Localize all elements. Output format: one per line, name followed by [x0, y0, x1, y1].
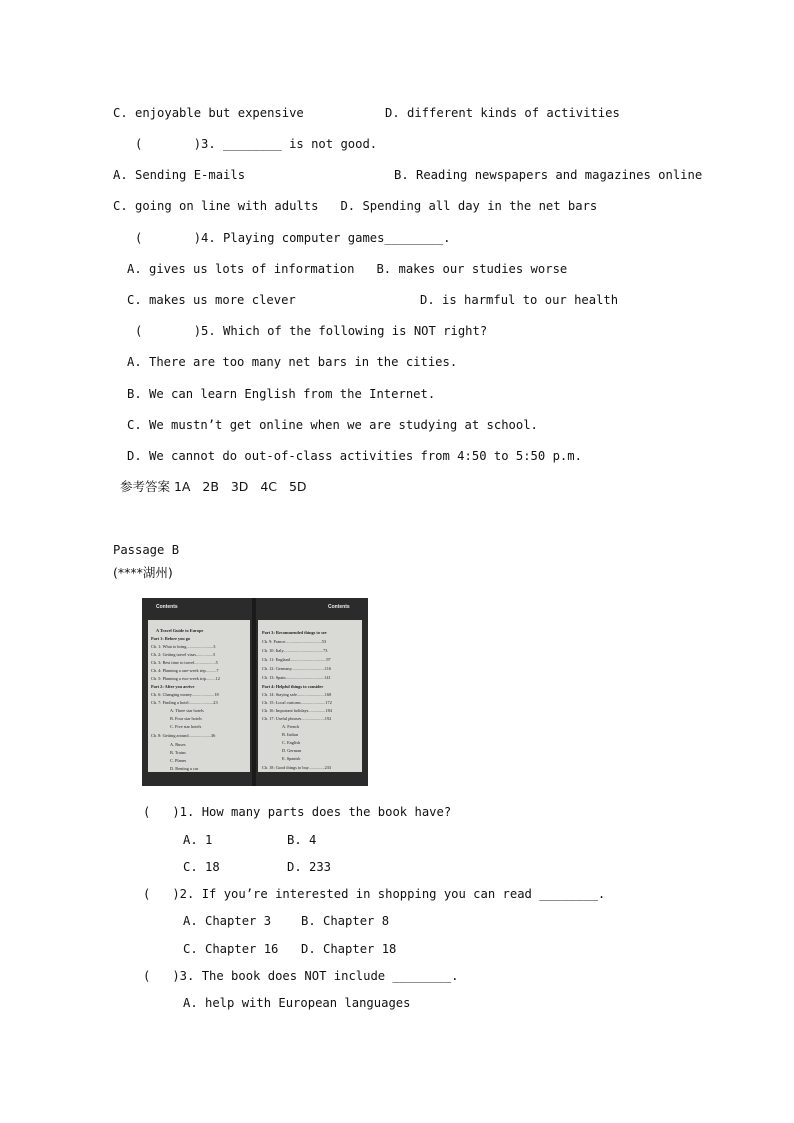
q5-option-c: C. We mustn’t get online when we are studying at school. — [127, 418, 538, 432]
q2-option-c: C. enjoyable but expensive — [113, 106, 304, 120]
b-q1-option-a: A. 1 — [183, 833, 213, 847]
q5-option-b: B. We can learn English from the Internet. — [127, 387, 436, 401]
contents-line: Ch. 15: Local customs.......................172 — [262, 700, 332, 705]
b-question-3-stem: ( )3. The book does NOT include ________. — [143, 969, 459, 983]
contents-line: D. German — [282, 748, 302, 753]
contents-line: Ch. 5: Planning a two-week trip.........12 — [151, 676, 220, 681]
contents-line: Ch. 1: What to bring.........................3 — [151, 644, 216, 649]
contents-line: A. Three star hotels — [170, 708, 204, 713]
contents-line: C. Five star hotels — [170, 724, 202, 729]
q2-option-d: D. different kinds of activities — [385, 106, 620, 120]
contents-line: A. French — [282, 724, 300, 729]
contents-line: Part 3: Recommended things to see — [262, 630, 327, 635]
b-q1-option-b: B. 4 — [287, 833, 317, 847]
contents-line: B. Italian — [282, 732, 298, 737]
book-spine — [252, 598, 256, 786]
question-4-stem: ( )4. Playing computer games________. — [135, 231, 451, 245]
q5-option-d: D. We cannot do out-of-class activities from 4:50 to 5:50 p.m. — [127, 449, 582, 463]
contents-line: A Travel Guide to Europe — [156, 628, 204, 633]
contents-line: Ch. 7: Finding a hotel.......................23 — [151, 700, 218, 705]
q4-options-a-b: A. gives us lots of information B. makes our studies worse — [127, 262, 568, 276]
b-q2-option-d: D. Chapter 18 — [301, 942, 397, 956]
b-question-1-stem: ( )1. How many parts does the book have? — [143, 805, 452, 819]
b-q2-option-a: A. Chapter 3 — [183, 914, 272, 928]
contents-line: Ch. 8: Getting around.....................36 — [151, 733, 216, 738]
contents-line: E. Spanish — [282, 756, 301, 761]
contents-line: Ch. 2: Getting travel visas................5 — [151, 652, 216, 657]
b-q1-option-c: C. 18 — [183, 860, 220, 874]
contents-left-header: Contents — [156, 604, 178, 610]
contents-page-photo — [142, 598, 368, 786]
contents-line: Ch. 10: Italy.....................................73 — [262, 648, 328, 653]
contents-line: Ch. 3: Best time to travel....................5 — [151, 660, 218, 665]
contents-right-header: Contents — [328, 604, 350, 610]
contents-line: Ch. 6: Changing money.....................18 — [151, 692, 219, 697]
contents-line: D. Renting a car — [170, 766, 199, 771]
contents-line: Ch. 12: Germany...............................116 — [262, 666, 332, 671]
q3-option-a: A. Sending E-mails — [113, 168, 246, 182]
q3-option-b: B. Reading newspapers and magazines online — [394, 168, 703, 182]
contents-line: Ch. 14: Staying safe..........................168 — [262, 692, 332, 697]
contents-line: A. Buses — [170, 742, 186, 747]
q3-options-c-d: C. going on line with adults D. Spending all day in the net bars — [113, 199, 598, 213]
contents-line: C. Planes — [170, 758, 187, 763]
b-q3-option-a: A. help with European languages — [183, 996, 411, 1010]
contents-line: Ch. 4: Planning a one-week trip..........7 — [151, 668, 219, 673]
contents-line: Ch. 18: Good things to buy...............233 — [262, 765, 332, 770]
contents-line: C. English — [282, 740, 301, 745]
contents-line: Part 2: After you arrive — [151, 684, 195, 689]
contents-line: Part 4: Helpful things to consider — [262, 684, 324, 689]
contents-line: Ch. 9: France..................................53 — [262, 639, 327, 644]
contents-line: B. Trains — [170, 750, 186, 755]
contents-line: Ch. 13: Spain....................................141 — [262, 675, 331, 680]
b-q2-option-b: B. Chapter 8 — [301, 914, 390, 928]
contents-line: B. Four star hotels — [170, 716, 202, 721]
contents-line: Ch. 17: Useful phrases......................192 — [262, 716, 332, 721]
contents-line: Part 1: Before you go — [151, 636, 191, 641]
contents-line: Ch. 11: England..................................97 — [262, 657, 331, 662]
question-5-stem: ( )5. Which of the following is NOT right? — [135, 324, 488, 338]
contents-line: Ch. 16: Important holidays................184 — [262, 708, 332, 713]
question-3-stem: ( )3. ________ is not good. — [135, 137, 378, 151]
passage-title: Passage B — [113, 543, 180, 557]
q5-option-a: A. There are too many net bars in the cities. — [127, 355, 458, 369]
passage-source: (****湖州) — [113, 565, 173, 580]
q4-option-d: D. is harmful to our health — [420, 293, 619, 307]
b-question-2-stem: ( )2. If you’re interested in shopping you can read ________. — [143, 887, 606, 901]
q4-option-c: C. makes us more clever — [127, 293, 296, 307]
b-q2-option-c: C. Chapter 16 — [183, 942, 279, 956]
b-q1-option-d: D. 233 — [287, 860, 332, 874]
answer-key: 参考答案 1A 2B 3D 4C 5D — [120, 479, 307, 494]
